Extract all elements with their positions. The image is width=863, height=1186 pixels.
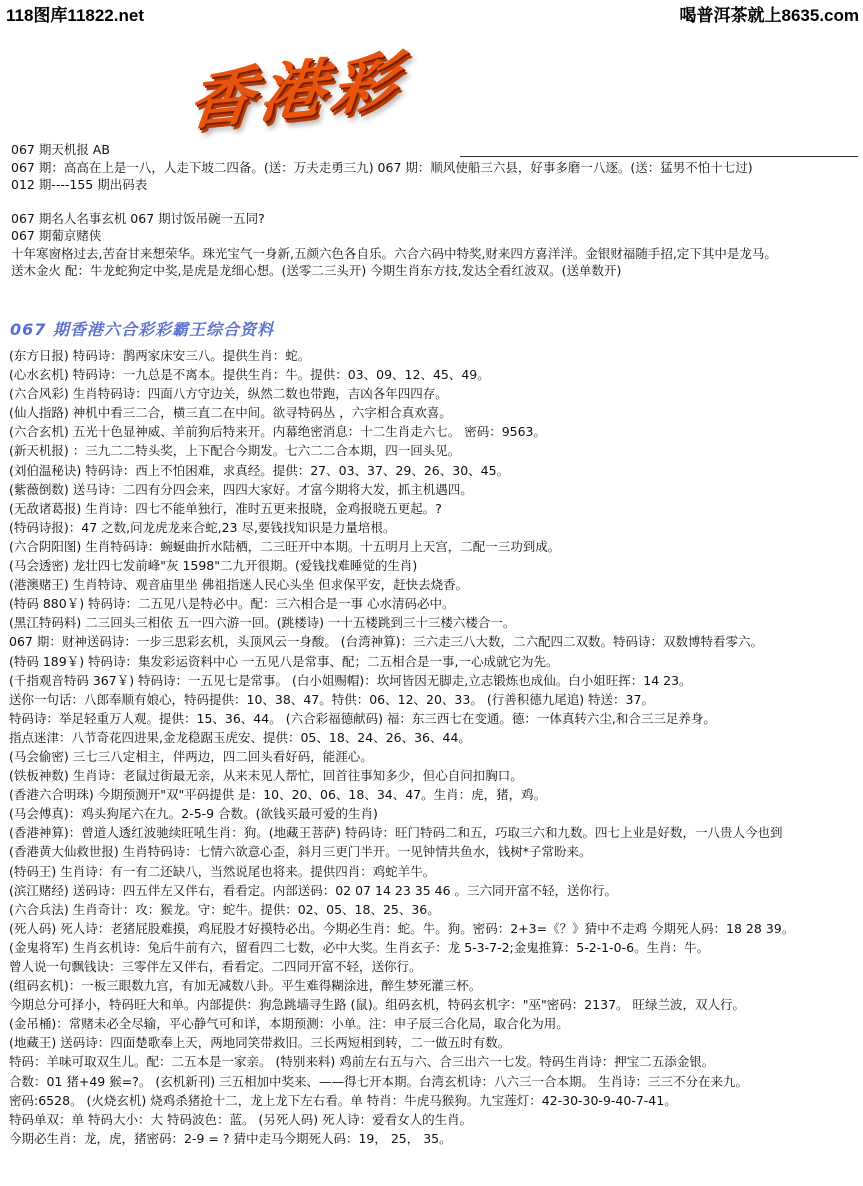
content-line: 特码诗：举足轻重万人观。提供：15、36、44。 (六合彩福德献码) 福：东三西七在变通。德：一体真转六尘,和合三三足养身。	[9, 710, 716, 726]
content-line: 今期总分可择小，特码旺大和单。内部提供：狗急跳墙寻生路 (鼠)。组码玄机，特码玄机字："巫"密码：2137。 旺绿兰波，双人行。	[9, 997, 746, 1013]
logo-text: 香港彩	[184, 43, 407, 140]
content-line: 送你一句话：八郎奉顺有娘心，特码提供：10、38、47。特供：06、12、20、33。 (行善积德九尾追) 特送：37。	[9, 691, 654, 707]
intro-line: 十年寒窗格过去,苦奋甘来想荣华。珠光宝气一身新,五颜六色各自乐。六合六码中特奖,财来四方喜洋洋。金银财福随手招,定下其中是龙马。	[11, 245, 777, 261]
intro-line: 送木金火 配：牛龙蛇狗定中奖,是虎是龙细心想。(送零二三头开) 今期生肖东方技,发达全看红波双。(送单数开)	[11, 263, 622, 278]
content-line: (千指观音特码 367￥) 特码诗：一五见七是常事。 (白小姐赐帽)：坎坷皆因无脚走,立志锻炼也成仙。白小姐旺挥：14 23。	[9, 672, 692, 688]
site-name-left: 118图库11822.net	[6, 6, 144, 25]
site-slogan-right: 喝普洱茶就上8635.com	[679, 6, 859, 25]
content-line: (新天机报) ：三九二二特头奖，上下配合今期发。七六二二合本期，四一回头见。	[9, 443, 461, 459]
content-line: (特码 880￥) 特码诗：二五见八是特必中。配：三六相合是一事 心水清码必中。	[9, 596, 455, 612]
content-line: 曾人说一句飘钱诀：三零伴左又伴右，看看定。二四同开富不轻，送你行。	[9, 959, 422, 974]
content-line: 特码：羊味可取双生儿。配：二五本是一家亲。 (特别来料) 鸡前左右五与六、合三出六一七发。特码生肖诗：押宝二五添金银。	[9, 1054, 715, 1070]
intro-line: 067 期名人名事玄机 067 期讨饭吊碗一五同?	[11, 210, 265, 226]
content-line: (滨江赌经) 送码诗：四五伴左又伴右，看看定。内部送码：02 07 14 23 35 46 。三六同开富不轻，送你行。	[9, 882, 618, 898]
intro-line: 067 期葡京赌侠	[11, 228, 102, 243]
content-line: (组码玄机)：一板三眼数九宫，有加无减数八卦。平生难得糊涂进，醉生梦死灌三杯。	[9, 978, 482, 994]
spacer	[11, 194, 859, 210]
content-line: (仙人指路) 神机中看三二合，横三直二在中间。欲寻特码丛 ，六字相合真欢喜。	[9, 405, 452, 421]
content-line: (死人码) 死人诗：老猪屁股难摸，鸡屁股才好摸特必出。今期必生肖：蛇。牛。狗。密码：2+3=《？》猜中不走鸡 今期死人码：18 28 39。	[9, 920, 795, 936]
section-title: 067 期香港六合彩彩霸王综合资料	[10, 320, 274, 339]
intro-line: 067 期：高高在上是一八，人走下坡二四备。(送：万夫走勇三九) 067 期：顺风使船三六县，好事多磨一八逐。(送：猛男不怕十七过)	[11, 159, 753, 175]
content-line: (香港黄大仙救世报) 生肖特码诗：七情六欲意心歪，斜月三更门半开。一见钟情共鱼水，钱树*子常盼来。	[9, 844, 592, 860]
content-line: (特码诗报)：47 之数,问龙虎龙来合蛇,23 尽,要钱找知识是力量培根。	[9, 519, 396, 535]
content-line: (特码王) 生肖诗：有一有二还缺八，当然说尾也将来。提供四肖：鸡蛇羊牛。	[9, 863, 436, 879]
content-line: (金吊桶)：常赌未必全尽输，平心静气可和详，本期预测：小单。注：申子辰三合化局，取合化为用。	[9, 1016, 569, 1032]
content-line: (特码 189￥) 特码诗：集发彩运资料中心 一五见八是常事、配；二五相合是一事,一心成就它为先。	[9, 653, 559, 669]
content-line: (东方日报) 特码诗：鹊两家床安三八。提供生肖：蛇。	[9, 348, 311, 363]
content-line: (香港六合明珠) 今期预测开"双"平码提供 是：10、20、06、18、34、47。生肖：虎，猪，鸡。	[9, 787, 547, 803]
content-line: (六合玄机) 五光十色显神威、羊前狗后特来开。内幕绝密消息：十二生肖走六七。 密码：9563。	[9, 424, 547, 440]
intro-line: 012 期----155 期出码表	[11, 177, 148, 192]
content-line: (紫薇倒数) 送马诗：二四有分四会来，四四大家好。才富今期将大发，抓主机遇四。	[9, 481, 473, 497]
main-content	[9, 346, 859, 1148]
content-line: 067 期：财神送码诗：一步三思彩玄机，头顶风云一身酸。 (台湾神算)：三六走三八大数，二六配四二双数。特码诗：双数博特看零六。	[9, 634, 764, 650]
content-line: (马会透密) 龙壮四七发前峰"灰 1598"二九开很期。(爱钱找难睡觉的生肖)	[9, 558, 418, 574]
content-line: 指点迷津：八节奇花四进果,金龙稳踞玉虎安、提供：05、18、24、26、36、44。	[9, 729, 471, 745]
content-line: (无敌诸葛报) 生肖诗：四七不能单独行，准时五更来报晓，金鸡报晓五更起。?	[9, 500, 442, 516]
content-line: (港澳赌王) 生肖特诗、观音庙里坐 佛祖指迷人民心头坐 但求保平安，赶快去烧香。	[9, 577, 469, 593]
content-line: (六合阴阳图) 生肖特码诗：蜿蜒曲折水陆栖，二三旺开中本期。十五明月上天宫，二配一三功到成。	[9, 538, 561, 554]
content-line: (黑江特码料) 二三回头三相依 五一四六游一回。(跳楼诗) 一十五楼跳到三十三楼六楼合一。	[9, 615, 516, 631]
content-line: (铁板神数) 生肖诗：老鼠过街最无亲，从来未见人帮忙，回首往事知多少，但心自问扣胸口。	[9, 768, 523, 784]
intro-block	[11, 141, 859, 280]
content-line: (香港神算)：曾道人透红波驰续旺吼生肖：狗。(地藏王菩萨) 特码诗：旺门特码二和五，巧取三六和九数。四七上业是好数，一八贵人今也到	[9, 825, 783, 841]
content-line: (地藏王) 送码诗：四面楚歌奉上天，两地同笑带救旧。三长两短相到转，二一做五时有数。	[9, 1035, 511, 1051]
intro-line: 067 期天机报 AB	[11, 142, 110, 157]
content-line: 今期必生肖：龙，虎，猪密码：2-9 = ? 猜中走马今期死人码：19， 25， 35。	[9, 1130, 452, 1146]
content-line: (刘伯温秘诀) 特码诗：西上不怕困难，求真经。提供：27、03、37、29、26、30、45。	[9, 462, 510, 478]
content-line: (马会偷密) 三七三八定相主，伴两边，四二回头看好码，能涯心。	[9, 748, 373, 764]
logo	[136, 30, 456, 142]
content-line: 密码:6528。 (火烧玄机) 烧鸡杀猪抢十二，龙上龙下左右看。单 特肖：牛虎马猴狗。九宝莲灯：42-30-30-9-40-7-41。	[9, 1092, 677, 1108]
content-line: (金鬼将军) 生肖玄机诗：兔后牛前有六，留看四二七数，必中大奖。生肖玄子：龙 5-3-7-2;金鬼推算：5-2-1-0-6。生肖：牛。	[9, 939, 710, 955]
content-line: (心水玄机) 特码诗：一九总是不离本。提供生肖：牛。提供：03、09、12、45、49。	[9, 367, 490, 383]
content-line: 合数：01 猪+49 猴=?。 (玄机新刊) 三五相加中奖来、——得七开本期。台湾玄机诗：八六三一合本期。 生肖诗：三三不分在来九。	[9, 1073, 749, 1089]
content-line: (六合风彩) 生肖特码诗：四面八方守边关，纵然二数也带跑，吉凶各年四四存。	[9, 386, 448, 402]
content-line: 特码单双：单 特码大小：大 特码波色：蓝。 (另死人码) 死人诗：爱看女人的生肖。	[9, 1111, 473, 1127]
content-line: (六合兵法) 生肖奇计：攻：猴龙。守：蛇牛。提供：02、05、18、25、36。	[9, 901, 440, 917]
content-line: (马会傅真)：鸡头狗尾六在九。2-5-9 合数。(欲钱买最可爱的生肖)	[9, 806, 378, 822]
